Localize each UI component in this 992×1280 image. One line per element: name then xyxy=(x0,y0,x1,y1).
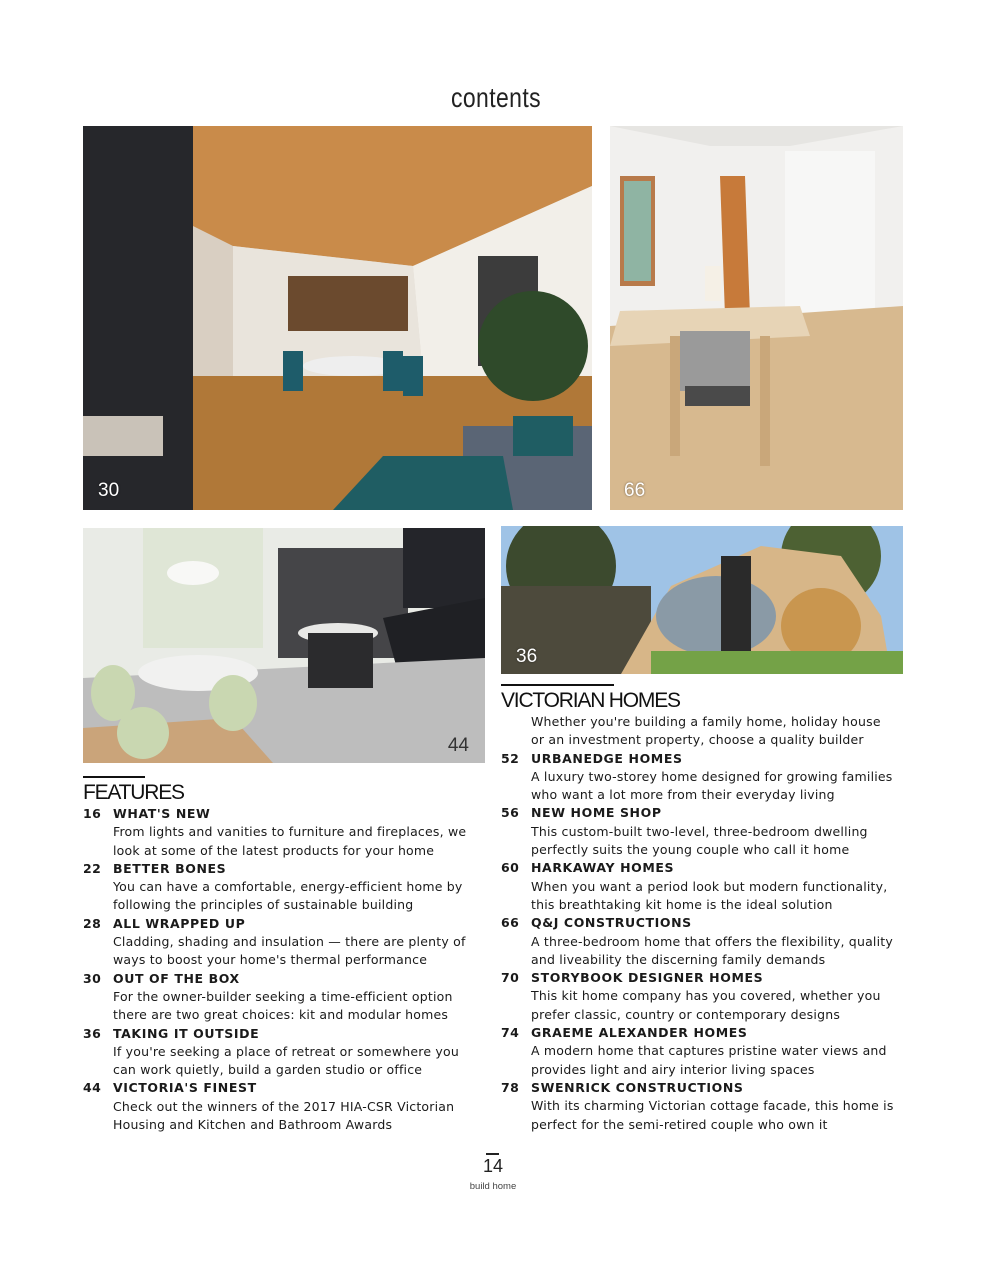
list-item[interactable] xyxy=(501,1079,901,1134)
list-item[interactable] xyxy=(83,1079,473,1134)
list-item[interactable] xyxy=(83,805,473,860)
entry-desc: A modern home that captures pristine water views and xyxy=(531,1043,887,1059)
entry-desc: Check out the winners of the 2017 HIA-CSR Victorian xyxy=(113,1098,455,1114)
entry-desc: and liveability the discerning family demands xyxy=(531,951,826,967)
entry-title: Q&J CONSTRUCTIONS xyxy=(531,915,692,931)
entry-desc: From lights and vanities to furniture and fireplaces, we xyxy=(113,824,467,840)
entry-page: 70 xyxy=(501,970,520,986)
entry-desc: A luxury two-storey home designed for growing families xyxy=(531,768,893,784)
entry-desc: this breathtaking kit home is the ideal solution xyxy=(531,896,833,912)
entry-desc: there are two great choices: kit and modular homes xyxy=(113,1007,449,1023)
entry-title: ALL WRAPPED UP xyxy=(113,915,246,931)
entry-desc: perfectly suits the young couple who call it home xyxy=(531,842,850,858)
entry-desc: perfect for the semi-retired couple who own it xyxy=(531,1116,828,1132)
footer-rule xyxy=(486,1153,499,1155)
list-item[interactable] xyxy=(83,860,473,915)
entry-page: 16 xyxy=(83,806,102,821)
entry-desc: When you want a period look but modern functionality, xyxy=(531,878,888,894)
entry-desc: A three-bedroom home that offers the flexibility, quality xyxy=(531,933,893,949)
entry-desc: ways to boost your home's thermal performance xyxy=(113,952,428,968)
garden-studio-photo xyxy=(501,526,903,674)
entry-page: 56 xyxy=(501,805,520,821)
kitchen-photo xyxy=(83,528,485,763)
features-heading: FEATURES xyxy=(83,781,184,804)
entry-title: HARKAWAY HOMES xyxy=(531,860,675,876)
entry-title: BETTER BONES xyxy=(113,860,227,876)
list-item[interactable] xyxy=(501,750,901,805)
victorian-intro: Whether you're building a family home, holiday house xyxy=(531,714,881,729)
entry-page: 74 xyxy=(501,1025,520,1041)
entry-desc: following the principles of sustainable building xyxy=(113,897,414,913)
photo-page-label: 66 xyxy=(624,480,646,501)
entry-title: WHAT'S NEW xyxy=(113,806,211,821)
entry-desc: Housing and Kitchen and Bathroom Awards xyxy=(113,1117,393,1133)
victorian-rule xyxy=(501,684,614,686)
entry-title: TAKING IT OUTSIDE xyxy=(113,1025,260,1041)
entry-desc: With its charming Victorian cottage facade, this home is xyxy=(531,1098,894,1114)
entry-desc: provides light and airy interior living spaces xyxy=(531,1061,815,1077)
entry-desc: Cladding, shading and insulation — there are plenty of xyxy=(113,934,466,950)
list-item[interactable] xyxy=(83,1025,473,1080)
entry-title: OUT OF THE BOX xyxy=(113,970,240,986)
entry-desc: If you're seeking a place of retreat or somewhere you xyxy=(113,1043,459,1059)
magazine-name: build home xyxy=(469,1181,517,1192)
page-title: contents xyxy=(450,82,542,113)
entry-page: 60 xyxy=(501,860,520,876)
entry-page: 44 xyxy=(83,1080,102,1096)
list-item[interactable] xyxy=(501,914,901,969)
entry-page: 52 xyxy=(501,750,520,766)
features-rule xyxy=(83,776,145,778)
living-room-photo xyxy=(83,126,592,510)
list-item[interactable] xyxy=(501,859,901,914)
photo-page-label: 36 xyxy=(516,646,538,667)
entry-title: SWENRICK CONSTRUCTIONS xyxy=(531,1079,744,1095)
victorian-heading: VICTORIAN HOMES xyxy=(501,689,680,712)
entry-title: VICTORIA'S FINEST xyxy=(113,1080,257,1096)
entry-title: NEW HOME SHOP xyxy=(531,805,662,821)
entry-page: 78 xyxy=(501,1079,520,1095)
entry-desc: For the owner-builder seeking a time-efficient option xyxy=(113,988,453,1004)
entry-desc: You can have a comfortable, energy-efficient home by xyxy=(113,879,463,895)
entry-page: 28 xyxy=(83,915,102,931)
entry-title: GRAEME ALEXANDER HOMES xyxy=(531,1025,748,1041)
dining-room-photo xyxy=(610,126,903,510)
entry-page: 30 xyxy=(83,970,102,986)
victorian-intro: or an investment property, choose a quality builder xyxy=(531,732,864,748)
entry-desc: look at some of the latest products for your home xyxy=(113,842,435,858)
features-list xyxy=(83,805,473,1134)
entry-page: 36 xyxy=(83,1025,102,1041)
entry-desc: This custom-built two-level, three-bedroom dwelling xyxy=(531,823,868,839)
list-item[interactable] xyxy=(501,804,901,859)
entry-desc: who want a lot more from their everyday living xyxy=(531,787,835,803)
list-item[interactable] xyxy=(501,1024,901,1079)
photo-page-label: 44 xyxy=(447,735,469,756)
photo-page-label: 30 xyxy=(98,480,120,501)
list-item[interactable] xyxy=(501,969,901,1024)
entry-desc: This kit home company has you covered, whether you xyxy=(531,988,881,1004)
entry-page: 66 xyxy=(501,915,520,931)
entry-title: STORYBOOK DESIGNER HOMES xyxy=(531,970,764,986)
entry-title: URBANEDGE HOMES xyxy=(531,750,683,766)
victorian-list xyxy=(501,713,901,1134)
page-number: 14 xyxy=(482,1156,504,1176)
list-item[interactable] xyxy=(83,915,473,970)
entry-desc: can work quietly, build a garden studio or office xyxy=(113,1062,423,1078)
entry-desc: prefer classic, country or contemporary designs xyxy=(531,1006,841,1022)
list-item[interactable] xyxy=(83,970,473,1025)
entry-page: 22 xyxy=(83,860,102,876)
